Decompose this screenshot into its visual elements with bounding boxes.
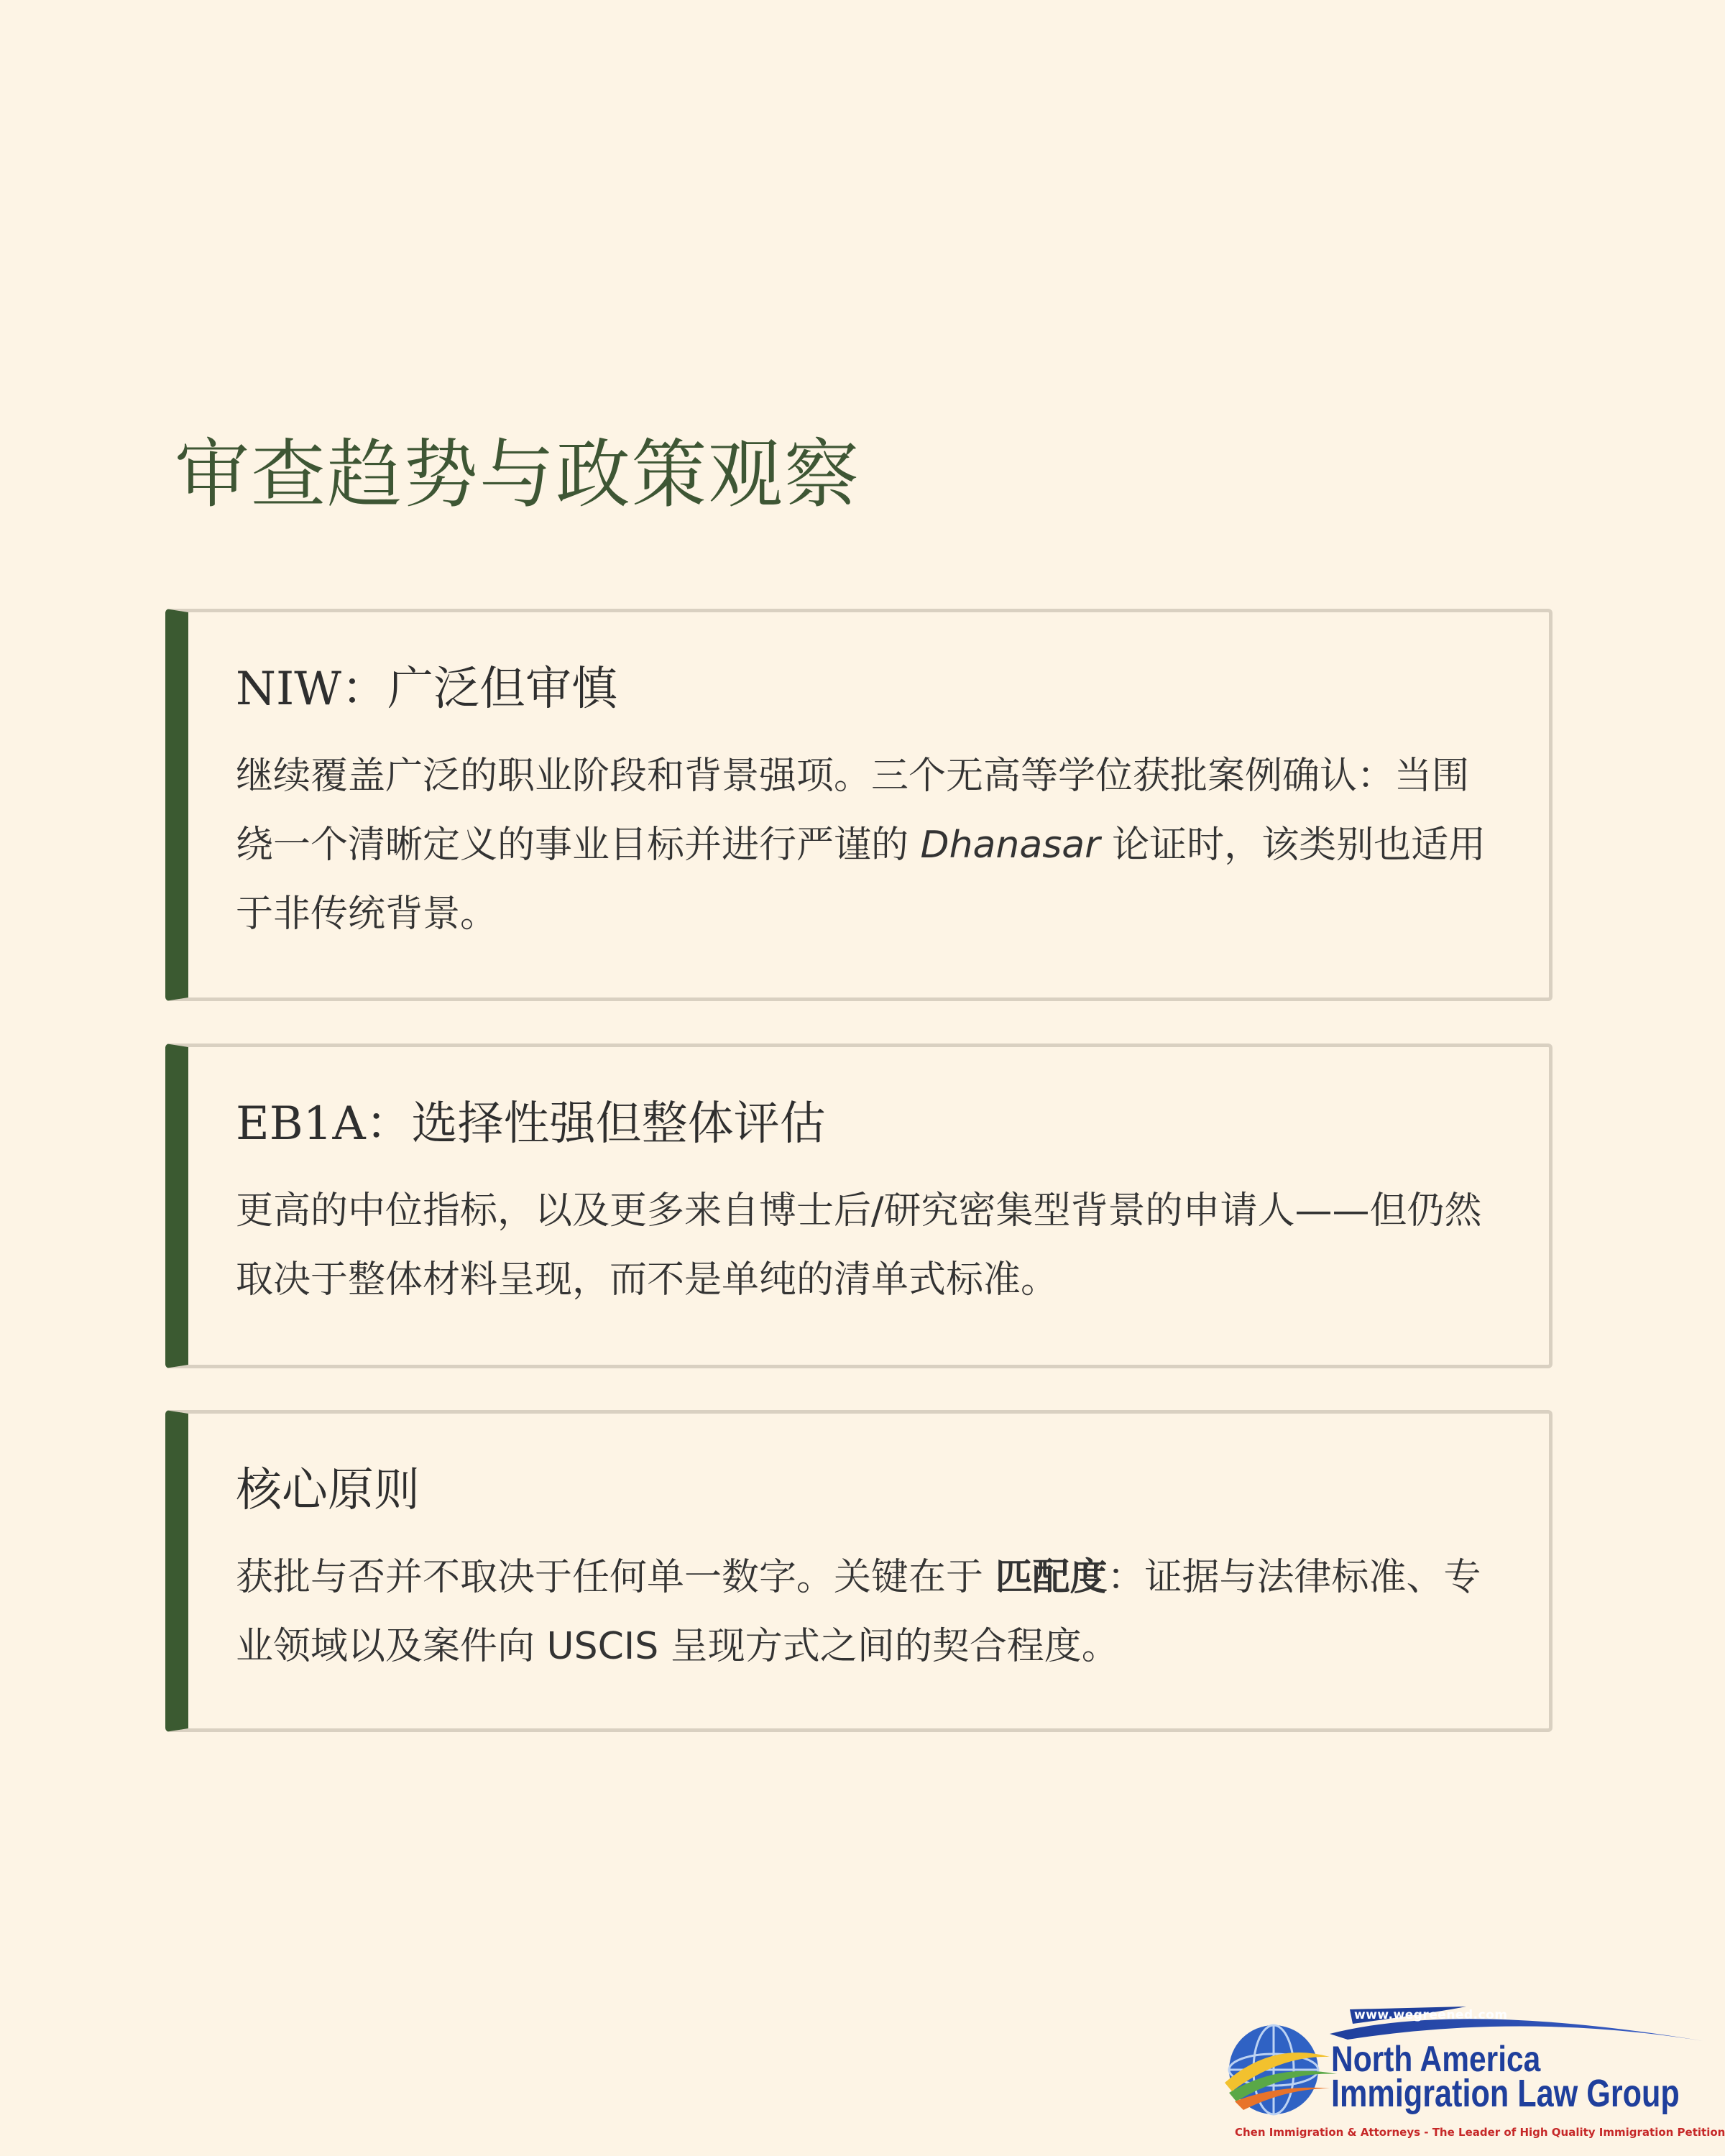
card-core-principle (165, 1410, 1552, 1732)
logo-tagline: Chen Immigration & Attorneys - The Leader of High Quality Immigration Petition (1235, 2126, 1725, 2139)
card-body-text: 获批与否并不取决于任何单一数字。关键在于 (236, 1556, 995, 1599)
card-eb1a (165, 1044, 1552, 1368)
company-logo (1222, 2005, 1725, 2149)
card-body: 更高的中位指标，以及更多来自博士后/研究密集型背景的申请人——但仍然取决于整体材料呈现，而不是单纯的清单式标准。 (236, 1189, 1482, 1302)
card-body (236, 742, 1506, 949)
card-body-text-end: ：证据与法律标准、专业领域以及案件向 USCIS 呈现方式之间的契合程度。 (236, 1556, 1481, 1668)
logo-url: www.wegreened.com (1354, 2008, 1508, 2022)
card-body-italic-term: Dhanasar (920, 824, 1100, 867)
card-title: 核心原则 (236, 1464, 420, 1517)
card-body-text: 继续覆盖广泛的职业阶段和背景强项。三个无高等学位获批案例确认：当围绕一个清晰定义的事业目标并进行严谨的 (236, 755, 1470, 867)
card-body (236, 1543, 1506, 1681)
card-title: NIW：广泛但审慎 (236, 663, 618, 716)
logo-name-line1: North America (1331, 2039, 1541, 2079)
card-body-bold-term: 匹配度 (995, 1556, 1108, 1599)
logo-name-line2: Immigration Law Group (1331, 2072, 1680, 2115)
card-title: EB1A：选择性强但整体评估 (236, 1097, 826, 1151)
card-niw (165, 609, 1552, 1001)
card-body-text-end: 论证时，该类别也适用于非传统背景。 (236, 824, 1486, 936)
page-title: 审查趋势与政策观察 (175, 430, 861, 518)
